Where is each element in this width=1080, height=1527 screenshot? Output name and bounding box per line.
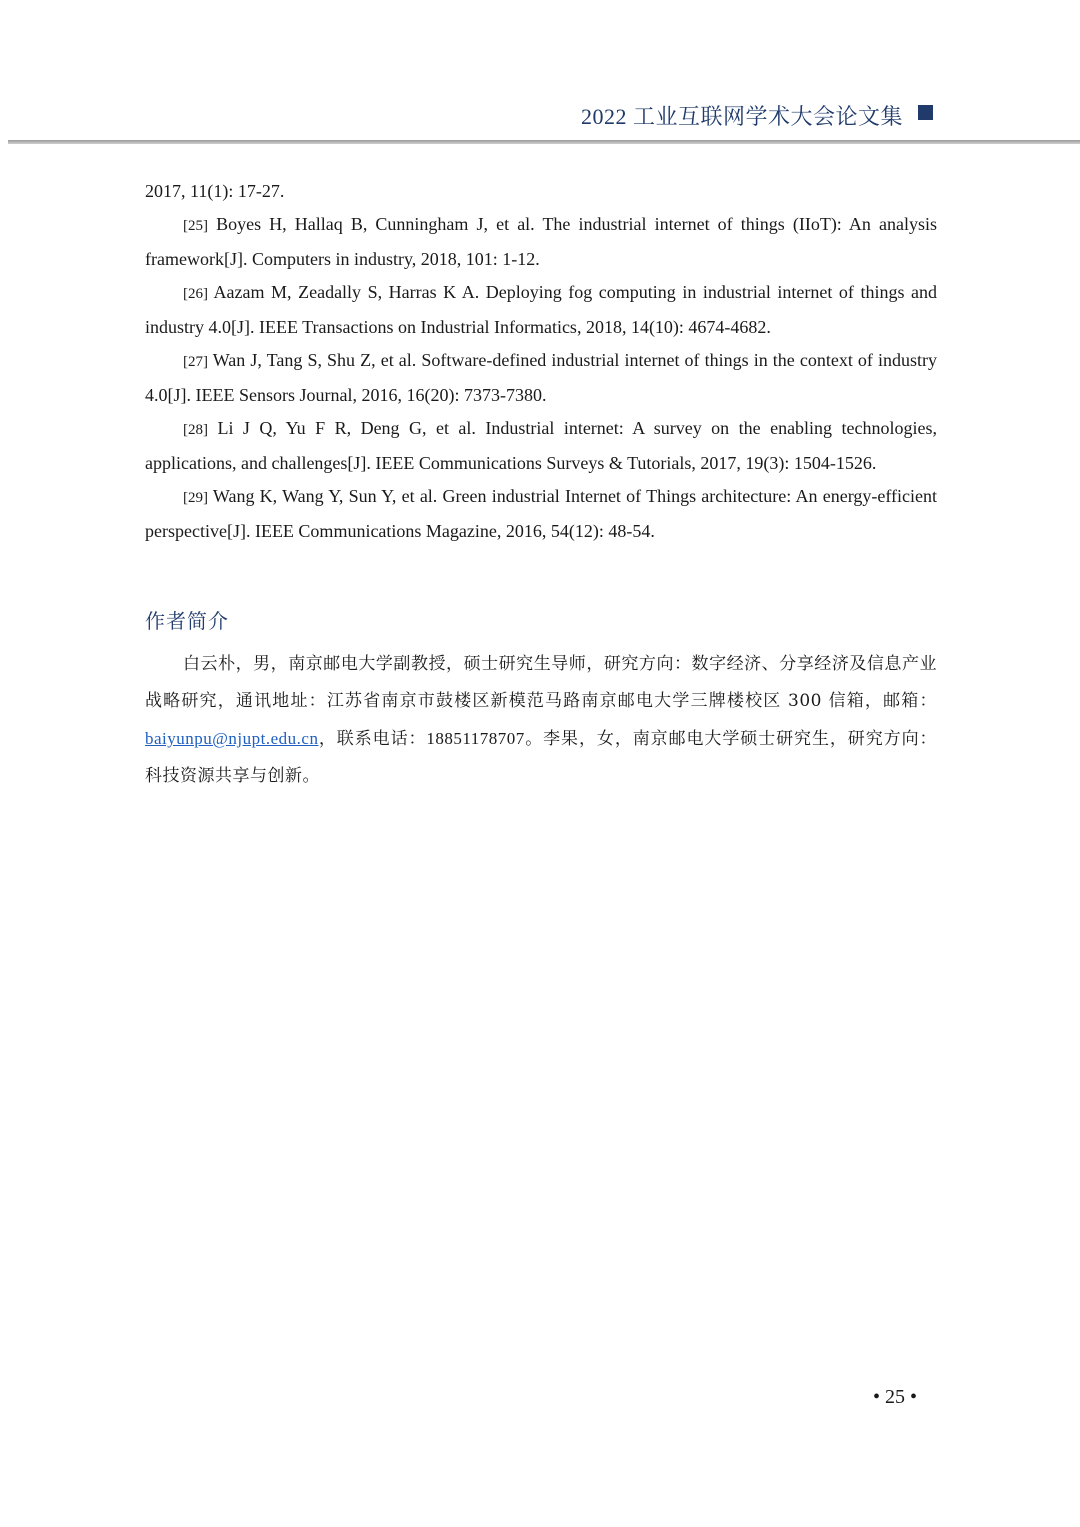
author-bio-text: 白云朴，男，南京邮电大学副教授，硕士研究生导师，研究方向：数字经济、分享经济及信息产业战略研究，通讯地址：江苏省南京市鼓楼区新模范马路南京邮电大学三牌楼校区 300 信箱，邮箱： [145, 654, 937, 711]
reference-number: [27] [183, 354, 208, 370]
reference-text: Li J Q, Yu F R, Deng G, et al. Industrial internet: A survey on the enabling technologies, applications, and challenges[J]. IEEE Communications Surveys & Tutorials, 2017, 19(3): 1504-1526. [145, 418, 937, 473]
reference-number: [29] [183, 490, 208, 506]
reference-continuation: 2017, 11(1): 17-27. [145, 181, 285, 201]
header-square-marker [918, 105, 933, 120]
header-rule [8, 140, 1080, 144]
section-heading-author-bio: 作者简介 [145, 609, 229, 633]
author-bio-text: ，联系电话： [318, 729, 427, 749]
reference-item-26 [145, 276, 937, 344]
reference-item-27 [145, 344, 937, 412]
reference-number: [25] [183, 218, 208, 234]
phone-number: 18851178707 [426, 729, 525, 748]
reference-item-25 [145, 208, 937, 276]
reference-item-29 [145, 480, 937, 548]
author-bio-text: 。李果，女，南京邮电大学硕士研究生，研究方向：科技资源共享与创新。 [145, 729, 937, 786]
reference-text: Wan J, Tang S, Shu Z, et al. Software-defined industrial internet of things in the context of industry 4.0[J]. IEEE Sensors Journal, 2016, 16(20): 7373-7380. [145, 350, 937, 405]
reference-text: Boyes H, Hallaq B, Cunningham J, et al. The industrial internet of things (IIoT): An analysis framework[J]. Computers in industry, 2018, 101: 1-12. [145, 214, 937, 269]
reference-text: Wang K, Wang Y, Sun Y, et al. Green industrial Internet of Things architecture: An energy-efficient perspective[J]. IEEE Communications Magazine, 2016, 54(12): 48-54. [145, 486, 937, 541]
reference-list [145, 175, 937, 548]
proceedings-title: 2022 工业互联网学术大会论文集 [580, 104, 903, 129]
running-header [0, 96, 1080, 136]
author-bio-paragraph [145, 646, 937, 795]
email-link[interactable]: baiyunpu@njupt.edu.cn [145, 729, 319, 748]
reference-number: [26] [183, 286, 208, 302]
page-number: • 25 • [873, 1386, 918, 1408]
reference-number: [28] [183, 422, 208, 438]
reference-item-28 [145, 412, 937, 480]
reference-text: Aazam M, Zeadally S, Harras K A. Deploying fog computing in industrial internet of things and industry 4.0[J]. IEEE Transactions on Industrial Informatics, 2018, 14(10): 4674-4682. [145, 282, 937, 337]
